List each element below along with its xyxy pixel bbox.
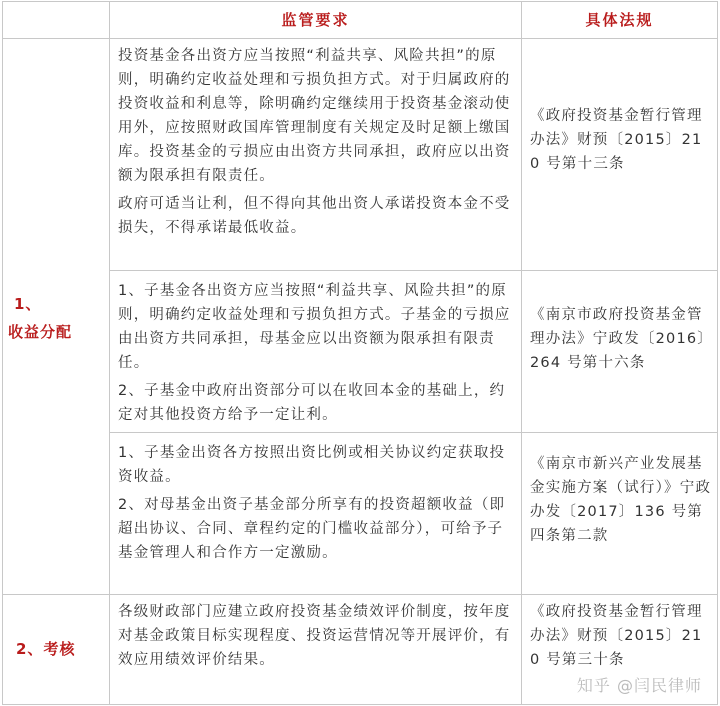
watermark: 知乎 @闫民律师 (576, 676, 702, 695)
category-profit-distribution (8, 292, 108, 344)
requirement-paragraph: 1、子基金出资各方按照出资比例或相关协议约定获取投资收益。 (118, 445, 506, 485)
header-specific-regulations: 具体法规 (585, 11, 654, 29)
regulation-cell: 《政府投资基金暂行管理办法》财预〔2015〕210 号第三十条 (530, 604, 703, 668)
requirement-cell (118, 44, 516, 240)
requirement-paragraph: 2、对母基金出资子基金部分所享有的投资超额收益（即超出协议、合同、章程约定的门槛收益部分），可给予子基金管理人和合作方一定激励。 (118, 497, 506, 561)
category-name: 收益分配 (8, 323, 73, 341)
requirement-cell (118, 441, 516, 565)
requirement-paragraph: 各级财政部门应建立政府投资基金绩效评价制度，按年度对基金政策目标实现程度、投资运营情况等开展评价，有效应用绩效评价结果。 (118, 604, 511, 668)
category-number: 2、 (16, 640, 44, 658)
header-regulatory-requirements: 监管要求 (281, 11, 350, 29)
regulation-cell: 《政府投资基金暂行管理办法》财预〔2015〕210 号第十三条 (530, 108, 703, 172)
requirement-cell (118, 279, 516, 427)
regulation-cell: 《南京市政府投资基金管理办法》宁政发〔2016〕264 号第十六条 (530, 307, 706, 371)
requirement-paragraph: 1、子基金各出资方应当按照“利益共享、风险共担”的原则，明确约定收益处理和亏损负担方式。子基金的亏损应由出资方共同承担，母基金应以出资额为限承担有限责任。 (118, 283, 511, 371)
category-assessment (16, 637, 108, 661)
regulation-cell: 《南京市新兴产业发展基金实施方案（试行）》宁政办发〔2017〕136 号第四条第二款 (530, 456, 712, 544)
category-name: 考核 (43, 640, 76, 658)
header-col1 (3, 2, 109, 38)
category-number: 1、 (14, 295, 42, 313)
requirement-paragraph: 2、子基金中政府出资部分可以在收回本金的基础上，约定对其他投资方给予一定让利。 (118, 383, 506, 423)
requirement-paragraph: 投资基金各出资方应当按照“利益共享、风险共担”的原则，明确约定收益处理和亏损负担方式。对于归属政府的投资收益和利息等，除明确约定继续用于投资基金滚动使用外，应按照财政国库管理制度有关规定及时足额上缴国库。投资基金的亏损应由出资方共同承担，政府应以出资额为限承担有限责任。 (118, 48, 511, 184)
requirement-paragraph: 政府可适当让利，但不得向其他出资人承诺投资本金不受损失，不得承诺最低收益。 (118, 196, 511, 236)
requirement-cell (118, 600, 516, 672)
